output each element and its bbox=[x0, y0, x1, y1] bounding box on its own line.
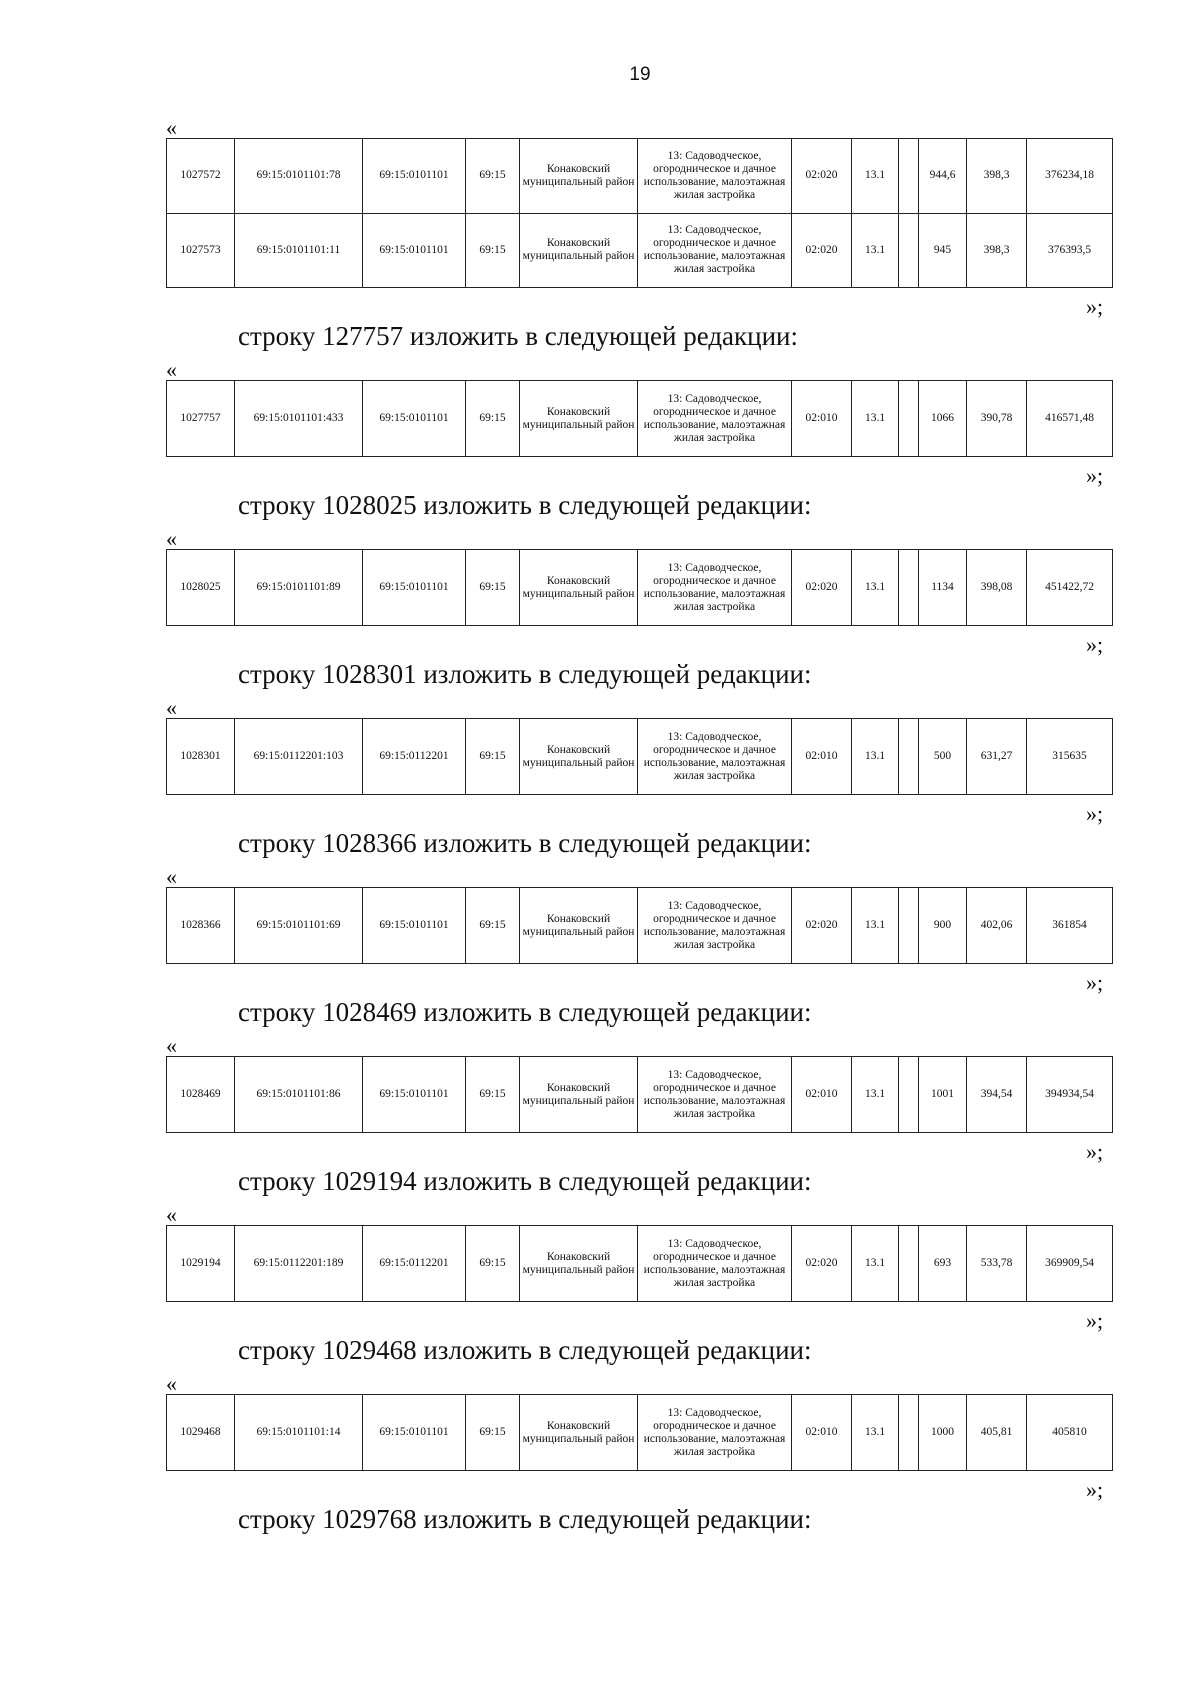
table-cell: 1028301 bbox=[167, 719, 235, 795]
table-cell: 1028025 bbox=[167, 550, 235, 626]
table-cell: 69:15 bbox=[466, 1057, 520, 1133]
section-heading: строку 1028025 изложить в следующей редакции: bbox=[238, 490, 812, 520]
section-heading: строку 1029768 изложить в следующей редакции: bbox=[238, 1504, 812, 1534]
amendment-table bbox=[166, 549, 1113, 626]
table-row bbox=[167, 719, 1113, 795]
table-cell: 945 bbox=[919, 213, 967, 288]
table-cell: Конаковский муниципальный район bbox=[520, 381, 638, 457]
table-cell: 69:15:0101101:11 bbox=[235, 213, 363, 288]
table-cell bbox=[899, 719, 919, 795]
table-cell: 13: Садоводческое, огородническое и дачное использование, малоэтажная жилая застройка bbox=[638, 213, 792, 288]
table-cell: 1027757 bbox=[167, 381, 235, 457]
table-cell: 69:15:0101101 bbox=[363, 213, 466, 288]
table-cell: 13.1 bbox=[852, 1057, 899, 1133]
table-cell: 361854 bbox=[1027, 888, 1113, 964]
table-cell: 394,54 bbox=[967, 1057, 1027, 1133]
document-body bbox=[0, 115, 1200, 1543]
table-cell: 1027572 bbox=[167, 139, 235, 214]
table-row bbox=[167, 888, 1113, 964]
table-cell: 69:15:0101101:78 bbox=[235, 139, 363, 214]
table-cell: 1001 bbox=[919, 1057, 967, 1133]
table-cell: 13.1 bbox=[852, 1395, 899, 1471]
table-cell: 376393,5 bbox=[1027, 213, 1113, 288]
open-quote: « bbox=[166, 1371, 177, 1396]
table-cell: 500 bbox=[919, 719, 967, 795]
table-cell: 69:15 bbox=[466, 719, 520, 795]
table-cell: 944,6 bbox=[919, 139, 967, 214]
table-cell: Конаковский муниципальный район bbox=[520, 139, 638, 214]
table-cell: Конаковский муниципальный район bbox=[520, 1057, 638, 1133]
table-cell: 13.1 bbox=[852, 550, 899, 626]
close-quote: »; bbox=[1086, 801, 1104, 826]
table-cell: 1134 bbox=[919, 550, 967, 626]
table-cell: 693 bbox=[919, 1226, 967, 1302]
table-cell: 315635 bbox=[1027, 719, 1113, 795]
table-cell: 02:010 bbox=[792, 1395, 852, 1471]
table-cell: 69:15:0101101 bbox=[363, 381, 466, 457]
table-cell: Конаковский муниципальный район bbox=[520, 888, 638, 964]
table-row bbox=[167, 1226, 1113, 1302]
table-cell: 69:15 bbox=[466, 1226, 520, 1302]
section-heading: строку 1029194 изложить в следующей редакции: bbox=[238, 1166, 812, 1196]
open-quote: « bbox=[166, 115, 177, 140]
table-cell: 69:15:0112201:189 bbox=[235, 1226, 363, 1302]
table-cell: 398,3 bbox=[967, 139, 1027, 214]
section-heading: строку 127757 изложить в следующей редакции: bbox=[238, 321, 799, 351]
amendment-table bbox=[166, 138, 1113, 288]
table-cell bbox=[899, 550, 919, 626]
table-cell: 69:15 bbox=[466, 213, 520, 288]
table-cell: 13.1 bbox=[852, 381, 899, 457]
table-cell: 376234,18 bbox=[1027, 139, 1113, 214]
table-cell: 69:15:0101101 bbox=[363, 1057, 466, 1133]
table-cell: 69:15:0101101 bbox=[363, 1395, 466, 1471]
table-cell: 390,78 bbox=[967, 381, 1027, 457]
table-cell: 1027573 bbox=[167, 213, 235, 288]
page-number: 19 bbox=[629, 64, 651, 85]
open-quote: « bbox=[166, 1033, 177, 1058]
section-heading: строку 1028366 изложить в следующей редакции: bbox=[238, 828, 812, 858]
amendment-table bbox=[166, 1056, 1113, 1133]
table-row bbox=[167, 550, 1113, 626]
table-cell: 369909,54 bbox=[1027, 1226, 1113, 1302]
section-heading: строку 1028469 изложить в следующей редакции: bbox=[238, 997, 812, 1027]
close-quote: »; bbox=[1086, 1477, 1104, 1502]
table-cell: 02:010 bbox=[792, 381, 852, 457]
amendment-table bbox=[166, 1394, 1113, 1471]
table-cell: 69:15:0112201:103 bbox=[235, 719, 363, 795]
table-cell: 02:010 bbox=[792, 1057, 852, 1133]
table-cell: 416571,48 bbox=[1027, 381, 1113, 457]
table-cell: 13.1 bbox=[852, 719, 899, 795]
table-cell: 02:020 bbox=[792, 139, 852, 214]
table-cell: 1028366 bbox=[167, 888, 235, 964]
table-cell: 1066 bbox=[919, 381, 967, 457]
table-cell: 13.1 bbox=[852, 888, 899, 964]
open-quote: « bbox=[166, 526, 177, 551]
section-heading: строку 1028301 изложить в следующей редакции: bbox=[238, 659, 812, 689]
table-cell: Конаковский муниципальный район bbox=[520, 550, 638, 626]
table-cell: 69:15 bbox=[466, 1395, 520, 1471]
close-quote: »; bbox=[1086, 463, 1104, 488]
table-cell: 69:15:0101101:86 bbox=[235, 1057, 363, 1133]
table-cell: 69:15 bbox=[466, 550, 520, 626]
amendment-table bbox=[166, 887, 1113, 964]
table-cell: 69:15:0101101 bbox=[363, 550, 466, 626]
table-cell: 398,08 bbox=[967, 550, 1027, 626]
table-cell: 1028469 bbox=[167, 1057, 235, 1133]
table-cell bbox=[899, 381, 919, 457]
open-quote: « bbox=[166, 864, 177, 889]
table-cell: 13: Садоводческое, огородническое и дачное использование, малоэтажная жилая застройка bbox=[638, 381, 792, 457]
table-row bbox=[167, 139, 1113, 214]
close-quote: »; bbox=[1086, 632, 1104, 657]
table-cell: 394934,54 bbox=[1027, 1057, 1113, 1133]
table-cell: 13: Садоводческое, огородническое и дачное использование, малоэтажная жилая застройка bbox=[638, 1057, 792, 1133]
table-cell: 1029194 bbox=[167, 1226, 235, 1302]
table-cell: 69:15 bbox=[466, 381, 520, 457]
table-cell bbox=[899, 1395, 919, 1471]
table-cell: 13: Садоводческое, огородническое и дачное использование, малоэтажная жилая застройка bbox=[638, 888, 792, 964]
table-row bbox=[167, 1395, 1113, 1471]
close-quote: »; bbox=[1086, 970, 1104, 995]
table-row bbox=[167, 381, 1113, 457]
table-cell: 02:020 bbox=[792, 1226, 852, 1302]
table-cell: 02:020 bbox=[792, 550, 852, 626]
table-cell: Конаковский муниципальный район bbox=[520, 213, 638, 288]
amendment-table bbox=[166, 718, 1113, 795]
table-cell: 13: Садоводческое, огородническое и дачное использование, малоэтажная жилая застройка bbox=[638, 1395, 792, 1471]
table-cell: 631,27 bbox=[967, 719, 1027, 795]
table-cell: 69:15:0112201 bbox=[363, 719, 466, 795]
table-cell: 69:15 bbox=[466, 888, 520, 964]
table-cell: 02:010 bbox=[792, 719, 852, 795]
table-cell: 405810 bbox=[1027, 1395, 1113, 1471]
close-quote: »; bbox=[1086, 294, 1104, 319]
table-cell: 69:15:0101101 bbox=[363, 888, 466, 964]
table-cell: 69:15:0101101:69 bbox=[235, 888, 363, 964]
table-cell: 900 bbox=[919, 888, 967, 964]
table-cell: 13.1 bbox=[852, 213, 899, 288]
open-quote: « bbox=[166, 1202, 177, 1227]
table-row bbox=[167, 1057, 1113, 1133]
table-cell: 533,78 bbox=[967, 1226, 1027, 1302]
table-cell bbox=[899, 1057, 919, 1133]
table-row bbox=[167, 213, 1113, 288]
table-cell: 405,81 bbox=[967, 1395, 1027, 1471]
table-cell: 13: Садоводческое, огородническое и дачное использование, малоэтажная жилая застройка bbox=[638, 139, 792, 214]
table-cell: 69:15:0101101:433 bbox=[235, 381, 363, 457]
table-cell: 13: Садоводческое, огородническое и дачное использование, малоэтажная жилая застройка bbox=[638, 1226, 792, 1302]
table-cell: 02:020 bbox=[792, 213, 852, 288]
table-cell bbox=[899, 1226, 919, 1302]
table-cell: 13: Садоводческое, огородническое и дачное использование, малоэтажная жилая застройка bbox=[638, 719, 792, 795]
table-cell: Конаковский муниципальный район bbox=[520, 719, 638, 795]
table-cell: 02:020 bbox=[792, 888, 852, 964]
table-cell bbox=[899, 139, 919, 214]
table-cell: 69:15 bbox=[466, 139, 520, 214]
table-cell: 69:15:0101101 bbox=[363, 139, 466, 214]
table-cell: 1000 bbox=[919, 1395, 967, 1471]
table-cell bbox=[899, 888, 919, 964]
table-cell: 13.1 bbox=[852, 139, 899, 214]
close-quote: »; bbox=[1086, 1308, 1104, 1333]
table-cell: 13.1 bbox=[852, 1226, 899, 1302]
table-cell: 69:15:0101101:14 bbox=[235, 1395, 363, 1471]
table-cell: 13: Садоводческое, огородническое и дачное использование, малоэтажная жилая застройка bbox=[638, 550, 792, 626]
table-cell: Конаковский муниципальный район bbox=[520, 1395, 638, 1471]
table-cell: 69:15:0101101:89 bbox=[235, 550, 363, 626]
table-cell bbox=[899, 213, 919, 288]
table-cell: 451422,72 bbox=[1027, 550, 1113, 626]
table-cell: 1029468 bbox=[167, 1395, 235, 1471]
table-cell: Конаковский муниципальный район bbox=[520, 1226, 638, 1302]
table-cell: 398,3 bbox=[967, 213, 1027, 288]
amendment-table bbox=[166, 380, 1113, 457]
table-cell: 402,06 bbox=[967, 888, 1027, 964]
open-quote: « bbox=[166, 357, 177, 382]
amendment-table bbox=[166, 1225, 1113, 1302]
table-cell: 69:15:0112201 bbox=[363, 1226, 466, 1302]
close-quote: »; bbox=[1086, 1139, 1104, 1164]
open-quote: « bbox=[166, 695, 177, 720]
section-heading: строку 1029468 изложить в следующей редакции: bbox=[238, 1335, 812, 1365]
